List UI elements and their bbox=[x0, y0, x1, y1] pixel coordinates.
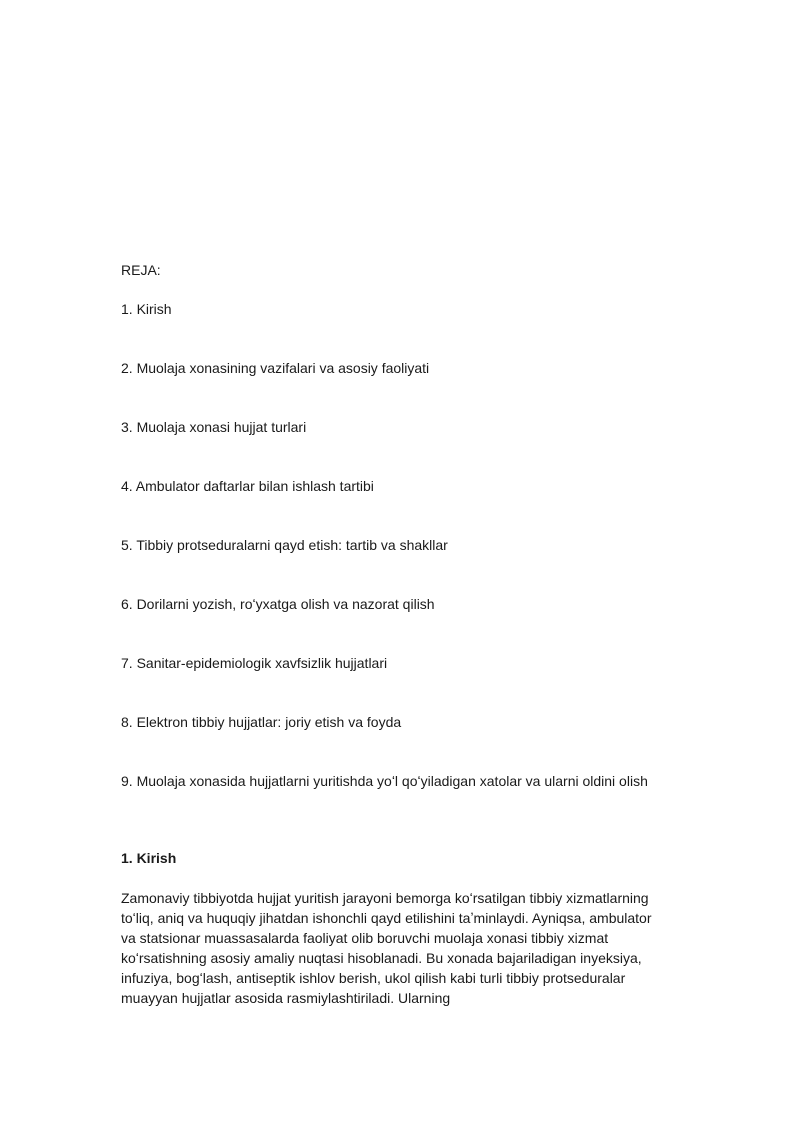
plan-item: 8. Elektron tibbiy hujjatlar: joriy etish va foyda bbox=[121, 714, 402, 730]
document-content bbox=[121, 260, 661, 1008]
plan-list bbox=[121, 299, 661, 791]
plan-item: 4. Ambulator daftarlar bilan ishlash tartibi bbox=[121, 478, 374, 494]
plan-item: 6. Dorilarni yozish, roʻyxatga olish va nazorat qilish bbox=[121, 596, 435, 612]
plan-item: 3. Muolaja xonasi hujjat turlari bbox=[121, 419, 307, 435]
plan-item: 5. Tibbiy protseduralarni qayd etish: tartib va shakllar bbox=[121, 537, 448, 553]
plan-item: 1. Kirish bbox=[121, 301, 172, 317]
plan-item: 7. Sanitar-epidemiologik xavfsizlik hujjatlari bbox=[121, 655, 388, 671]
section-paragraph: Zamonaviy tibbiyotda hujjat yuritish jarayoni bemorga koʻrsatilgan tibbiy xizmatlarning toʻliq, aniq va huquqiy jihatdan ishonchli qayd etilishini taʼminlaydi. Ayniqsa, ambulator va statsionar muassasalarda faoliyat olib boruvchi muolaja xonasi tibbiy xizmat koʻrsatishning asosiy amaliy nuqtasi hisoblanadi. Bu xonada bajariladigan inyeksiya, infuziya, bogʻlash, antiseptik ishlov berish, ukol qilish kabi turli tibbiy protseduralar muayyan hujjatlar asosida rasmiylashtiriladi. Ularning bbox=[121, 890, 652, 1006]
plan-title: REJA: bbox=[121, 262, 161, 278]
plan-item: 9. Muolaja xonasida hujjatlarni yuritishda yoʻl qoʻyiladigan xatolar va ularni oldini olish bbox=[121, 773, 648, 789]
section-heading: 1. Kirish bbox=[121, 850, 177, 866]
plan-item: 2. Muolaja xonasining vazifalari va asosiy faoliyati bbox=[121, 360, 430, 376]
